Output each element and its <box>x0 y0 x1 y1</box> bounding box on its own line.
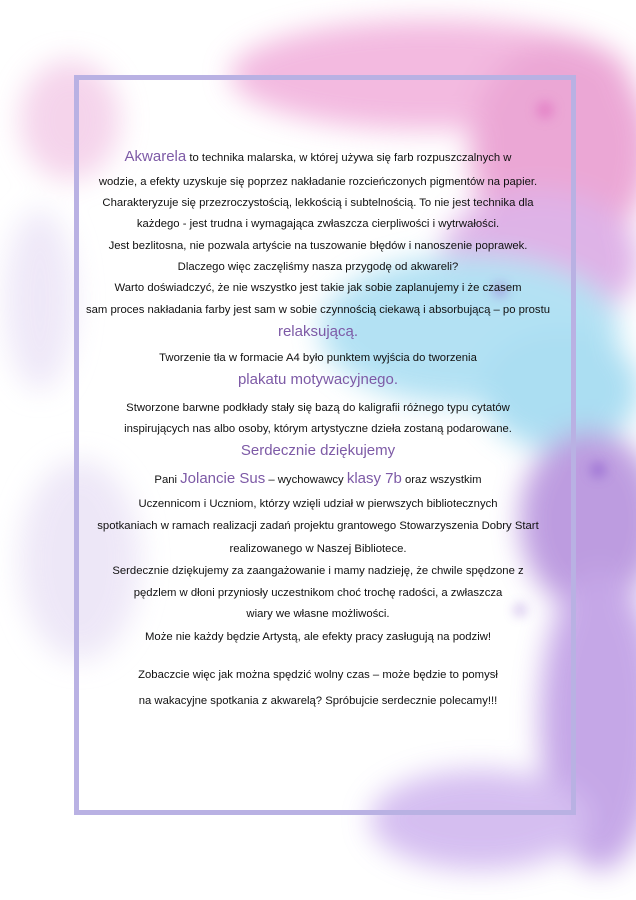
text-line: Jest bezlitosna, nie pozwala artyście na tuszowanie błędów i nanoszenie poprawek. <box>108 240 528 252</box>
text-line: Pani Jolancie Sus – wychowawcy klasy 7b oraz wszystkim <box>154 470 482 487</box>
text-line: wiary we własne możliwości. <box>246 608 390 620</box>
text-line: spotkaniach w ramach realizacji zadań projektu grantowego Stowarzyszenia Dobry Start <box>97 520 539 532</box>
text-line: sam proces nakładania farby jest sam w sobie czynnością ciekawą i absorbującą – po prostu <box>85 304 551 316</box>
text-line: Tworzenie tła w formacie A4 było punktem wyjścia do tworzenia <box>159 352 477 364</box>
text-line: Może nie każdy będzie Artystą, ale efekty pracy zasługują na podziw! <box>145 631 491 643</box>
text-line: pędzlem w dłoni przyniosły uczestnikom choć trochę radości, a zwłaszcza <box>133 587 503 599</box>
thanks-heading: Serdecznie dziękujemy <box>240 442 396 459</box>
highlight-line: relaksującą. <box>277 323 359 340</box>
text-line: inspirujących nas albo osoby, którym artystyczne dzieła zostaną podarowane. <box>124 423 512 435</box>
text-line: Charakteryzuje się przezroczystością, lekkością i subtelnością. To nie jest technika dla <box>102 197 534 209</box>
text-line: na wakacyjne spotkania z akwarelą? Spróbujcie serdecznie polecamy!!! <box>138 695 498 707</box>
text-line: Zobaczcie więc jak można spędzić wolny czas – może będzie to pomysł <box>138 669 498 681</box>
text-line: wodzie, a efekty uzyskuje się poprzez nakładanie rozcieńczonych pigmentów na papier. <box>98 176 538 188</box>
teacher-name: Jolancie Sus <box>180 470 266 487</box>
text-line: Akwarela to technika malarska, w której używa się farb rozpuszczalnych w <box>124 148 512 165</box>
text-line: Dlaczego więc zaczęliśmy nasza przygodę od akwareli? <box>177 261 459 273</box>
text-line: realizowanego w Naszej Bibliotece. <box>229 543 407 555</box>
text-line: Serdecznie dziękujemy za zaangażowanie i mamy nadzieję, że chwile spędzone z <box>112 565 524 577</box>
highlight-line: plakatu motywacyjnego. <box>237 371 399 388</box>
text-line: Uczennicom i Uczniom, którzy wzięli udział w pierwszych bibliotecznych <box>138 498 498 510</box>
title-word: Akwarela <box>124 148 187 165</box>
class-name: klasy 7b <box>346 470 402 487</box>
text-line: każdego - jest trudna i wymagająca zwłaszcza cierpliwości i wytrwałości. <box>136 218 500 230</box>
text-line: Warto doświadczyć, że nie wszystko jest takie jak sobie zaplanujemy i że czasem <box>114 282 522 294</box>
text-line: Stworzone barwne podkłady stały się bazą do kaligrafii różnego typu cytatów <box>126 402 510 414</box>
